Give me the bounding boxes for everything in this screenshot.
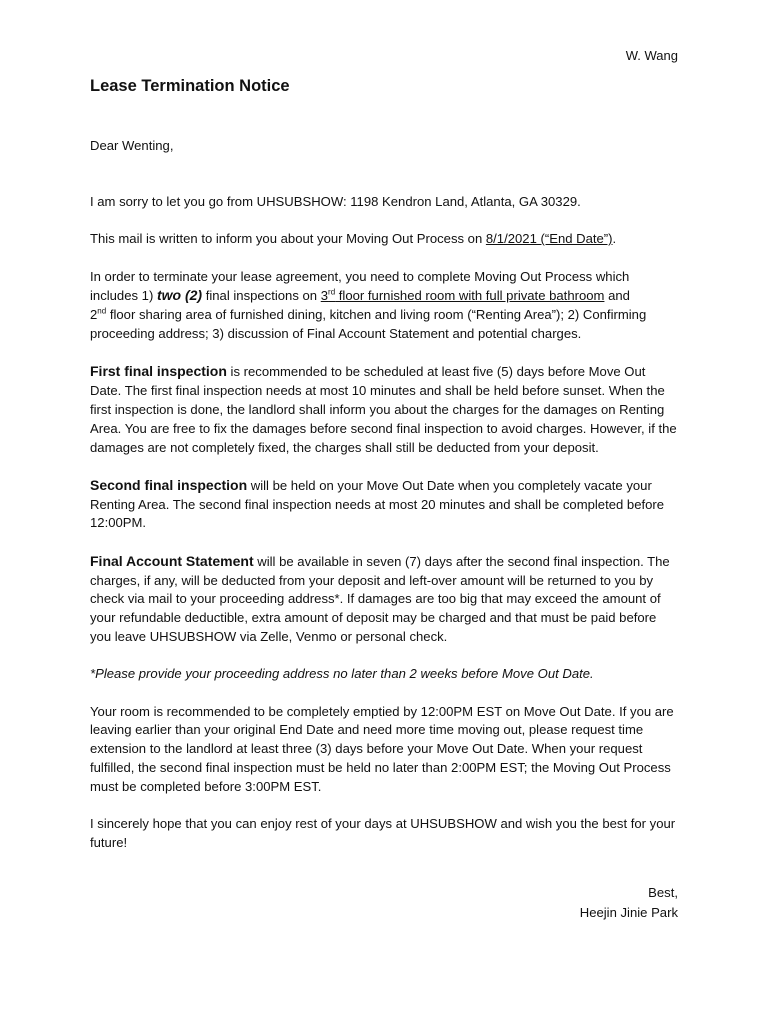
- process-text-c: and: [604, 288, 630, 304]
- paragraph-room-empty: Your room is recommended to be completely emptied by 12:00PM EST on Move Out Date. If you are leaving earlier than your original End Date and need more time moving out, please request time extension to the landlord at least three (3) days before your Move Out Date. When your request fulfilled, the second final inspection must be held no later than 2:00PM EST; the Moving Out Process must be completed before 3:00PM EST.: [90, 703, 674, 794]
- letter-body: [90, 137, 680, 871]
- end-date: 8/1/2021 (“End Date”): [485, 231, 613, 247]
- first-inspection-heading: First final inspection: [90, 363, 227, 380]
- first-inspection-text: is recommended to be scheduled at least five (5) days before Move Out Date. The first final inspection needs at most 10 minutes and shall be held before sunset. When the first inspection is done, the landlord shall inform you about the charges for the damages on Renting Area. You are free to fix the damages before second final inspection to avoid charges. However, if the damages are not completely fixed, the charges shall still be deducted from your deposit.: [90, 364, 677, 455]
- process-text-d: floor sharing area of furnished dining, kitchen and living room (“Renting Area”); 2) Confirming proceeding address; 3) discussion of Final Account Statement and potential charges.: [90, 307, 647, 342]
- floor-suffix: rd: [328, 288, 336, 298]
- inspection-count: two (2): [156, 287, 203, 304]
- paragraph-purpose: [90, 230, 680, 249]
- second-inspection-text: will be held on your Move Out Date when you completely vacate your Renting Area. The second final inspection needs at most 20 minutes and shall be completed before 12:00PM.: [90, 477, 665, 531]
- floor-suffix-2: nd: [97, 306, 107, 316]
- process-text-a: In order to terminate your lease agreement, you need to complete Moving Out Process which includes 1): [90, 268, 630, 304]
- author-name: W. Wang: [625, 48, 678, 63]
- final-statement-text: will be available in seven (7) days after the second final inspection. The charges, if any, will be deducted from your deposit and left-over amount will be returned to you by check via mail to your proceeding address*. If damages are too big that may exceed the amount of your refundable deductible, extra amount of deposit may be charged and that must be paid before you leave UHSUBSHOW via Zelle, Venmo or personal check.: [90, 553, 670, 644]
- signoff: [580, 883, 678, 923]
- spacer: [90, 174, 680, 193]
- document-title: Lease Termination Notice: [90, 77, 290, 95]
- closing-word: Best,: [648, 885, 678, 900]
- room-text: floor furnished room with full private bathroom: [335, 288, 605, 304]
- process-text-b: final inspections on: [202, 288, 321, 304]
- paragraph-second-inspection: [90, 476, 680, 533]
- purpose-end: .: [612, 231, 617, 247]
- final-statement-heading: Final Account Statement: [90, 552, 254, 569]
- paragraph-closing-wish: I sincerely hope that you can enjoy rest of your days at UHSUBSHOW and wish you the best for your future!: [90, 816, 676, 850]
- paragraph-intro: I am sorry to let you go from UHSUBSHOW: 1198 Kendron Land, Atlanta, GA 30329.: [90, 194, 581, 210]
- paragraph-process: [90, 268, 680, 344]
- paragraph-final-statement: [90, 552, 680, 647]
- paragraph-first-inspection: [90, 362, 680, 457]
- signature-name: Heejin Jinie Park: [579, 905, 678, 920]
- floor-number-2: 2: [90, 307, 98, 323]
- address-note: *Please provide your proceeding address no later than 2 weeks before Move Out Date.: [90, 666, 594, 682]
- purpose-text: This mail is written to inform you about your Moving Out Process on: [90, 231, 486, 247]
- floor-number: 3: [320, 288, 329, 304]
- salutation: Dear Wenting,: [90, 138, 174, 153]
- room-description: [321, 288, 605, 303]
- second-inspection-heading: Second final inspection: [90, 476, 248, 493]
